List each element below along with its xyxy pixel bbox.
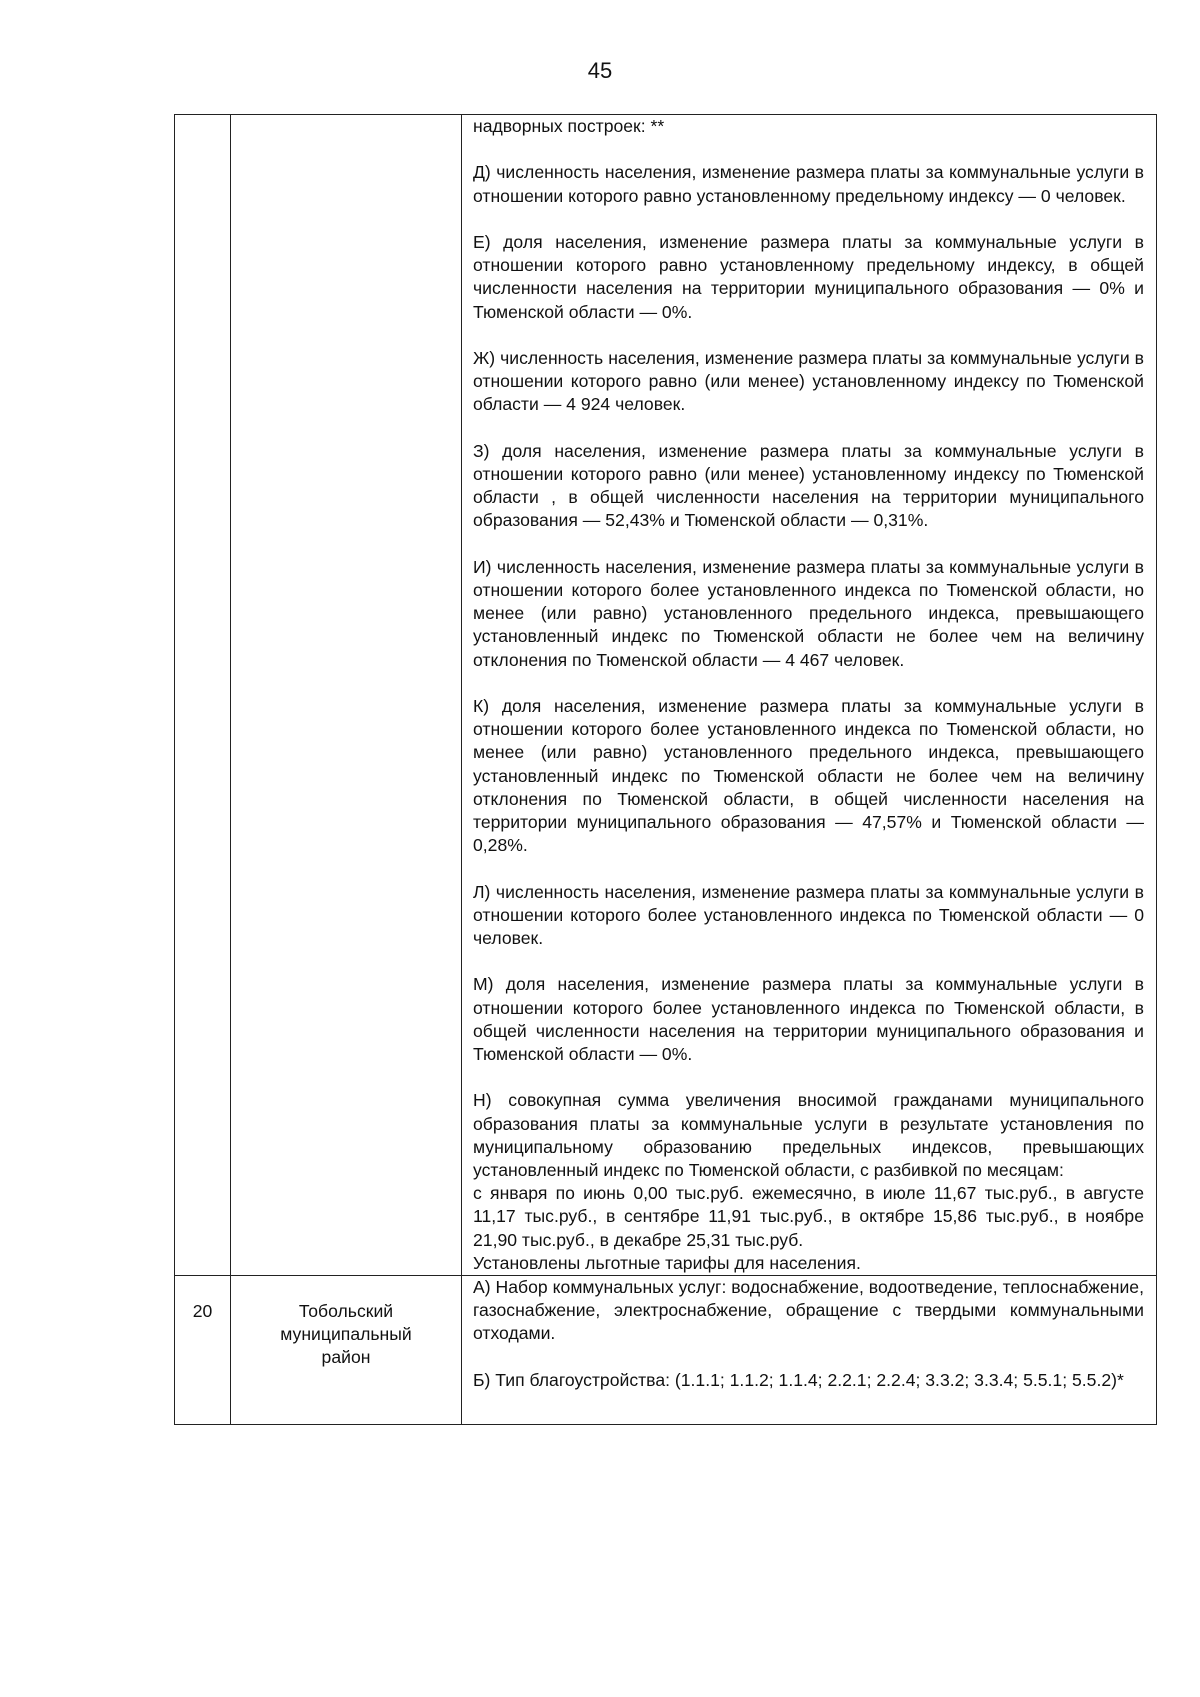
paragraph-d: Д) численность населения, изменение размера платы за коммунальные услуги в отношении которого равно установленному предельному индексу — 0 человек. [473, 162, 1144, 206]
table-row-20 [175, 1276, 1157, 1425]
paragraph-a: А) Набор коммунальных услуг: водоснабжение, водоотведение, теплоснабжение, газоснабжение, электроснабжение, обращение с твердыми коммунальными отходами. [473, 1277, 1144, 1344]
paragraph-i: И) численность населения, изменение размера платы за коммунальные услуги в отношении которого более установленного индекса по Тюменской области, но менее (или равно) установленного предельного индекса, превышающего установленный индекс по Тюменской области не более чем на величину отклонения по Тюменской области — 4 467 человек. [473, 556, 1144, 670]
table-row-continued [175, 115, 1157, 1276]
municipality-name-line: муниципальный [280, 1324, 412, 1345]
municipality-name [231, 1276, 462, 1425]
paragraph-zh: Ж) численность населения, изменение размера платы за коммунальные услуги в отношении которого равно (или менее) установленному индексу по Тюменской области — 4 924 человек. [473, 347, 1144, 415]
paragraph-b: Б) Тип благоустройства: (1.1.1; 1.1.2; 1.1.4; 2.2.1; 2.2.4; 3.3.2; 3.3.4; 5.5.1; 5.5.2)* [473, 1369, 1124, 1390]
municipality-name-cell [231, 115, 462, 1276]
paragraph-n: Н) совокупная сумма увеличения вносимой гражданами муниципального образования платы за коммунальные услуги в результате установления по муниципальному образованию предельных индексов, превышающих установленный индекс по Тюменской области, с разбивкой по месяцам: [473, 1090, 1144, 1180]
paragraph-l: Л) численность населения, изменение размера платы за коммунальные услуги в отношении которого более установленного индекса по Тюменской области — 0 человек. [473, 881, 1144, 948]
municipality-name-line: район [321, 1347, 371, 1368]
monthly-breakdown: с января по июнь 0,00 тыс.руб. ежемесячно, в июле 11,67 тыс.руб., в августе 11,17 тыс.руб., в сентябре 11,91 тыс.руб., в октябре 15,86 тыс.руб., в ноябре 21,90 тыс.руб., в декабре 25,31 тыс.руб. [473, 1183, 1144, 1250]
municipality-name-line: Тобольский [298, 1301, 394, 1322]
indicators-cell [462, 1276, 1157, 1425]
paragraph-m: М) доля населения, изменение размера платы за коммунальные услуги в отношении которого более установленного индекса по Тюменской области, в общей численности населения на территории муниципального образования и Тюменской области — 0%. [473, 974, 1144, 1064]
indicators-cell [462, 115, 1157, 1276]
row-number: 20 [175, 1276, 231, 1425]
paragraph-k: К) доля населения, изменение размера платы за коммунальные услуги в отношении которого более установленного индекса по Тюменской области, но менее (или равно) установленного предельного индекса, превышающего установленный индекс по Тюменской области не более чем на величину отклонения по Тюменской области, в общей численности населения на территории муниципального образования — 47,57% и Тюменской области — 0,28%. [473, 695, 1144, 856]
tariff-note: Установлены льготные тарифы для населения. [473, 1252, 861, 1273]
paragraph-e: Е) доля населения, изменение размера платы за коммунальные услуги в отношении которого равно установленному предельному индексу, в общей численности населения на территории муниципального образования — 0% и Тюменской области — 0%. [473, 231, 1144, 322]
data-table [174, 114, 1157, 1425]
paragraph-outbuildings: надворных построек: ** [473, 116, 665, 136]
paragraph-z: З) доля населения, изменение размера платы за коммунальные услуги в отношении которого равно (или менее) установленному индексу по Тюменской области , в общей численности населения на территории муниципального образования — 52,43% и Тюменской области — 0,31%. [473, 440, 1144, 531]
row-number-cell [175, 115, 231, 1276]
page-number: 45 [587, 58, 613, 83]
